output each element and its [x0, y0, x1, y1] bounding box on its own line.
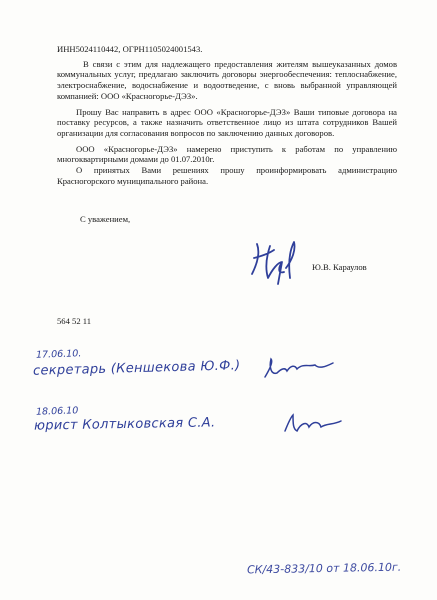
paragraph-request-contracts: Прошу Вас направить в адрес ООО «Красногорье-ДЭЗ» Ваши типовые договора на поставку ресурсов, а также назначить ответственное лицо из штата сотрудников Вашей организации для согласования вопросов по заключению данных договоров.: [57, 106, 397, 138]
handwritten-note-secretary: секретарь (Кеншекова Ю.Ф.): [32, 358, 241, 379]
paragraph-contracts-offer: В связи с этим для надлежащего предоставления жителям вышеуказанных домов коммунальных услуг, предлагаю заключить договоры энергообеспечения: теплоснабжение, электроснабжение, водоснабжение и водоотведение, с вновь выбранной управляющей компанией: ООО «Красногорье-ДЭЗ».: [57, 58, 397, 101]
handwritten-date-2: 18.06.10: [35, 405, 79, 418]
inn-ogrn-line: ИНН5024110442, ОГРН1105024001543.: [57, 44, 203, 54]
handwritten-registration-number: СК/43-833/10 от 18.06.10г.: [246, 560, 402, 577]
paragraph-inform-administration: О принятых Вами решениях прошу проинформировать администрацию Красногорского муниципального района.: [57, 165, 397, 186]
handwritten-note-lawyer: юрист Колтыковская С.А.: [33, 415, 216, 434]
initials-mark-lawyer: [283, 413, 343, 435]
closing-phrase: С уважением,: [80, 214, 131, 224]
handwritten-date-1: 17.06.10.: [35, 348, 82, 361]
signer-name: Ю.В. Караулов: [312, 262, 367, 272]
paragraph-start-date: ООО «Красногорье-ДЭЗ» намерено приступить к работам по управлению многоквартирными домами до 01.07.2010г.: [57, 143, 397, 165]
signature-mark: [248, 238, 306, 286]
letter-body: [57, 44, 397, 186]
initials-mark-secretary: [263, 357, 335, 381]
contact-phone: 564 52 11: [57, 316, 92, 326]
